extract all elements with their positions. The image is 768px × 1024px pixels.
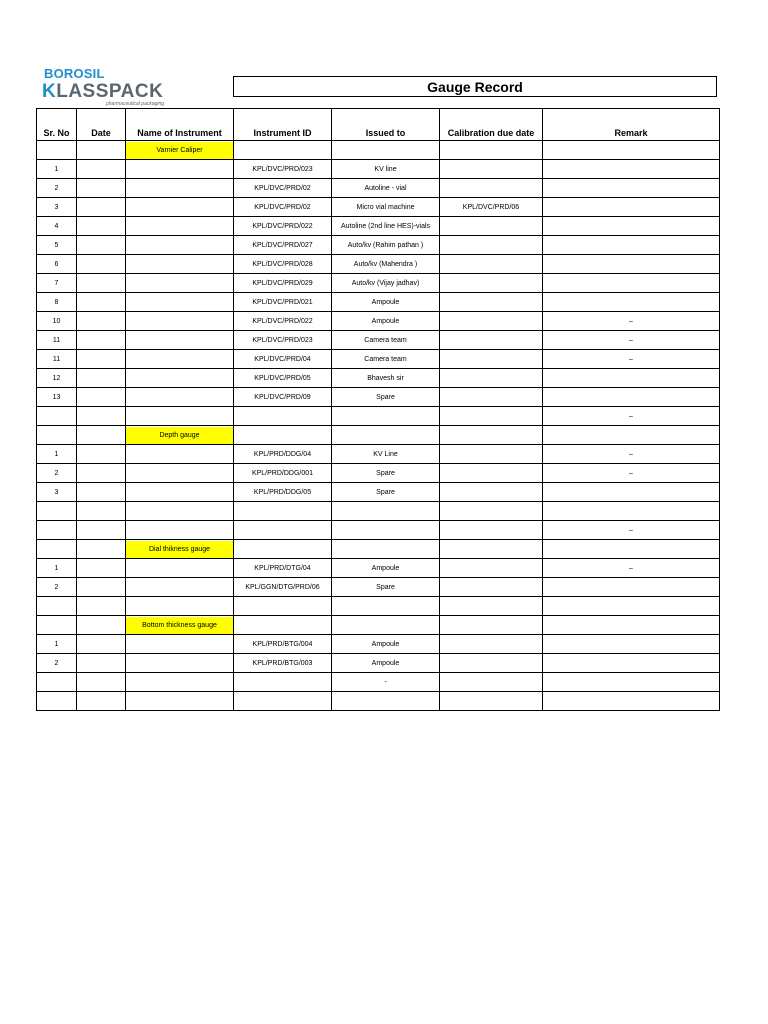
sr-no-cell: 6 bbox=[37, 255, 77, 274]
sr-no-cell: 1 bbox=[37, 559, 77, 578]
date-cell bbox=[77, 540, 126, 559]
table-row bbox=[37, 331, 720, 350]
sr-no-cell bbox=[37, 616, 77, 635]
remark-cell bbox=[543, 274, 720, 293]
calibration-due-cell bbox=[440, 217, 543, 236]
remark-cell bbox=[543, 426, 720, 445]
date-cell bbox=[77, 692, 126, 711]
issued-to-cell: KV Line bbox=[332, 445, 440, 464]
instrument-name-cell bbox=[126, 673, 234, 692]
issued-to-cell bbox=[332, 407, 440, 426]
remark-cell bbox=[543, 673, 720, 692]
instrument-name-cell bbox=[126, 407, 234, 426]
instrument-id-cell bbox=[234, 673, 332, 692]
instrument-id-cell: KPL/DVC/PRD/02 bbox=[234, 198, 332, 217]
sr-no-cell: 10 bbox=[37, 312, 77, 331]
table-row bbox=[37, 578, 720, 597]
remark-cell bbox=[543, 540, 720, 559]
sr-no-cell: 3 bbox=[37, 198, 77, 217]
calibration-due-cell bbox=[440, 692, 543, 711]
sr-no-cell bbox=[37, 597, 77, 616]
column-header-name-of-instrument: Name of Instrument bbox=[126, 109, 234, 141]
issued-to-cell bbox=[332, 540, 440, 559]
calibration-due-cell bbox=[440, 578, 543, 597]
date-cell bbox=[77, 445, 126, 464]
date-cell bbox=[77, 635, 126, 654]
instrument-id-cell: KPL/PRD/BTG/004 bbox=[234, 635, 332, 654]
issued-to-cell: Auto/kv (Vijay jadhav) bbox=[332, 274, 440, 293]
section-label: Depth gauge bbox=[126, 427, 233, 444]
table-row bbox=[37, 654, 720, 673]
date-cell bbox=[77, 255, 126, 274]
calibration-due-cell bbox=[440, 407, 543, 426]
instrument-name-cell bbox=[126, 464, 234, 483]
instrument-id-cell bbox=[234, 502, 332, 521]
remark-cell bbox=[543, 198, 720, 217]
calibration-due-cell bbox=[440, 597, 543, 616]
instrument-id-cell bbox=[234, 616, 332, 635]
instrument-name-cell bbox=[126, 141, 234, 160]
date-cell bbox=[77, 426, 126, 445]
table-row bbox=[37, 217, 720, 236]
instrument-name-cell bbox=[126, 426, 234, 445]
remark-cell: – bbox=[543, 445, 720, 464]
instrument-id-cell: KPL/GGN/DTG/PRD/06 bbox=[234, 578, 332, 597]
logo-tagline: pharmaceutical packaging bbox=[106, 101, 165, 107]
table-row bbox=[37, 521, 720, 540]
instrument-name-cell bbox=[126, 331, 234, 350]
remark-cell bbox=[543, 483, 720, 502]
calibration-due-cell bbox=[440, 559, 543, 578]
issued-to-cell: Ampoule bbox=[332, 293, 440, 312]
table-row bbox=[37, 673, 720, 692]
issued-to-cell: Spare bbox=[332, 464, 440, 483]
calibration-due-cell bbox=[440, 540, 543, 559]
section-label: Varnier Caliper bbox=[126, 142, 233, 159]
instrument-name-cell bbox=[126, 597, 234, 616]
instrument-name-cell bbox=[126, 388, 234, 407]
calibration-due-cell bbox=[440, 350, 543, 369]
issued-to-cell: Ampoule bbox=[332, 559, 440, 578]
instrument-name-cell bbox=[126, 559, 234, 578]
issued-to-cell: Ampoule bbox=[332, 635, 440, 654]
calibration-due-cell bbox=[440, 312, 543, 331]
instrument-id-cell: KPL/PRD/DDG/001 bbox=[234, 464, 332, 483]
instrument-id-cell bbox=[234, 141, 332, 160]
instrument-id-cell bbox=[234, 540, 332, 559]
issued-to-cell: Bhavesh sir bbox=[332, 369, 440, 388]
instrument-name-cell bbox=[126, 502, 234, 521]
remark-cell: – bbox=[543, 331, 720, 350]
issued-to-cell: - bbox=[332, 673, 440, 692]
instrument-name-cell bbox=[126, 654, 234, 673]
instrument-id-cell: KPL/PRD/BTG/003 bbox=[234, 654, 332, 673]
instrument-id-cell: KPL/DVC/PRD/021 bbox=[234, 293, 332, 312]
calibration-due-cell bbox=[440, 673, 543, 692]
date-cell bbox=[77, 654, 126, 673]
date-cell bbox=[77, 312, 126, 331]
instrument-id-cell: KPL/DVC/PRD/029 bbox=[234, 274, 332, 293]
section-label: Dial thikness gauge bbox=[126, 541, 233, 558]
date-cell bbox=[77, 350, 126, 369]
instrument-name-cell bbox=[126, 312, 234, 331]
instrument-name-cell bbox=[126, 483, 234, 502]
table-row bbox=[37, 559, 720, 578]
remark-cell bbox=[543, 217, 720, 236]
instrument-id-cell: KPL/PRD/DDG/05 bbox=[234, 483, 332, 502]
remark-cell: – bbox=[543, 407, 720, 426]
calibration-due-cell bbox=[440, 502, 543, 521]
date-cell bbox=[77, 331, 126, 350]
instrument-id-cell: KPL/DVC/PRD/05 bbox=[234, 369, 332, 388]
section-header-row bbox=[37, 141, 720, 160]
instrument-id-cell bbox=[234, 407, 332, 426]
remark-cell bbox=[543, 635, 720, 654]
sr-no-cell: 1 bbox=[37, 445, 77, 464]
sr-no-cell bbox=[37, 502, 77, 521]
sr-no-cell: 11 bbox=[37, 331, 77, 350]
remark-cell bbox=[543, 293, 720, 312]
sr-no-cell: 2 bbox=[37, 179, 77, 198]
remark-cell bbox=[543, 616, 720, 635]
remark-cell bbox=[543, 141, 720, 160]
calibration-due-cell bbox=[440, 616, 543, 635]
sr-no-cell: 2 bbox=[37, 464, 77, 483]
table-row bbox=[37, 274, 720, 293]
calibration-due-cell bbox=[440, 331, 543, 350]
remark-cell bbox=[543, 654, 720, 673]
date-cell bbox=[77, 388, 126, 407]
instrument-id-cell: KPL/DVC/PRD/09 bbox=[234, 388, 332, 407]
calibration-due-cell bbox=[440, 369, 543, 388]
instrument-name-cell bbox=[126, 236, 234, 255]
logo-product: KLASSPACK bbox=[42, 81, 164, 102]
sr-no-cell bbox=[37, 141, 77, 160]
table-row bbox=[37, 312, 720, 331]
instrument-id-cell: KPL/PRD/DTG/04 bbox=[234, 559, 332, 578]
instrument-id-cell: KPL/PRD/DDG/04 bbox=[234, 445, 332, 464]
calibration-due-cell bbox=[440, 654, 543, 673]
remark-cell: – bbox=[543, 559, 720, 578]
sr-no-cell: 7 bbox=[37, 274, 77, 293]
issued-to-cell: Autoline (2nd line HES)-vials bbox=[332, 217, 440, 236]
sr-no-cell: 4 bbox=[37, 217, 77, 236]
calibration-due-cell bbox=[440, 464, 543, 483]
instrument-name-cell bbox=[126, 521, 234, 540]
date-cell bbox=[77, 160, 126, 179]
sr-no-cell: 3 bbox=[37, 483, 77, 502]
sr-no-cell: 12 bbox=[37, 369, 77, 388]
instrument-name-cell bbox=[126, 255, 234, 274]
issued-to-cell bbox=[332, 426, 440, 445]
remark-cell bbox=[543, 179, 720, 198]
remark-cell bbox=[543, 597, 720, 616]
issued-to-cell bbox=[332, 616, 440, 635]
sr-no-cell: 2 bbox=[37, 654, 77, 673]
issued-to-cell bbox=[332, 502, 440, 521]
table-row bbox=[37, 502, 720, 521]
section-header-row bbox=[37, 426, 720, 445]
issued-to-cell bbox=[332, 141, 440, 160]
issued-to-cell: Auto/kv (Rahim pathan ) bbox=[332, 236, 440, 255]
sr-no-cell bbox=[37, 673, 77, 692]
column-header-sr-no: Sr. No bbox=[37, 109, 77, 141]
date-cell bbox=[77, 407, 126, 426]
date-cell bbox=[77, 179, 126, 198]
table-row bbox=[37, 160, 720, 179]
table-row bbox=[37, 635, 720, 654]
section-header-row bbox=[37, 540, 720, 559]
table-row bbox=[37, 350, 720, 369]
instrument-id-cell bbox=[234, 597, 332, 616]
sr-no-cell: 2 bbox=[37, 578, 77, 597]
column-header-remark: Remark bbox=[543, 109, 720, 141]
date-cell bbox=[77, 502, 126, 521]
date-cell bbox=[77, 217, 126, 236]
remark-cell: – bbox=[543, 312, 720, 331]
instrument-id-cell: KPL/DVC/PRD/04 bbox=[234, 350, 332, 369]
table-row bbox=[37, 255, 720, 274]
date-cell bbox=[77, 198, 126, 217]
column-header-issued-to: Issued to bbox=[332, 109, 440, 141]
sr-no-cell bbox=[37, 407, 77, 426]
remark-cell: – bbox=[543, 464, 720, 483]
date-cell bbox=[77, 464, 126, 483]
column-header-calibration-due-date: Calibration due date bbox=[440, 109, 543, 141]
table-row bbox=[37, 483, 720, 502]
sr-no-cell bbox=[37, 692, 77, 711]
issued-to-cell: Spare bbox=[332, 483, 440, 502]
sr-no-cell bbox=[37, 426, 77, 445]
remark-cell bbox=[543, 369, 720, 388]
logo-brand: BOROSIL bbox=[44, 66, 105, 81]
remark-cell bbox=[543, 692, 720, 711]
issued-to-cell: Camera team bbox=[332, 350, 440, 369]
remark-cell bbox=[543, 236, 720, 255]
sr-no-cell bbox=[37, 521, 77, 540]
gauge-record-table bbox=[36, 108, 720, 711]
calibration-due-cell: KPL/DVC/PRD/06 bbox=[440, 198, 543, 217]
date-cell bbox=[77, 559, 126, 578]
calibration-due-cell bbox=[440, 236, 543, 255]
issued-to-cell: KV line bbox=[332, 160, 440, 179]
instrument-name-cell bbox=[126, 274, 234, 293]
date-cell bbox=[77, 578, 126, 597]
instrument-id-cell bbox=[234, 692, 332, 711]
calibration-due-cell bbox=[440, 388, 543, 407]
remark-cell bbox=[543, 255, 720, 274]
instrument-name-cell bbox=[126, 198, 234, 217]
sr-no-cell: 1 bbox=[37, 160, 77, 179]
instrument-name-cell bbox=[126, 179, 234, 198]
instrument-name-cell bbox=[126, 616, 234, 635]
calibration-due-cell bbox=[440, 160, 543, 179]
instrument-name-cell bbox=[126, 445, 234, 464]
table-row bbox=[37, 692, 720, 711]
date-cell bbox=[77, 293, 126, 312]
instrument-name-cell bbox=[126, 350, 234, 369]
issued-to-cell: Spare bbox=[332, 578, 440, 597]
instrument-id-cell: KPL/DVC/PRD/022 bbox=[234, 312, 332, 331]
issued-to-cell: Autoline - vial bbox=[332, 179, 440, 198]
calibration-due-cell bbox=[440, 179, 543, 198]
table-row bbox=[37, 198, 720, 217]
sr-no-cell: 8 bbox=[37, 293, 77, 312]
instrument-name-cell bbox=[126, 160, 234, 179]
calibration-due-cell bbox=[440, 483, 543, 502]
remark-cell bbox=[543, 502, 720, 521]
instrument-name-cell bbox=[126, 369, 234, 388]
instrument-id-cell: KPL/DVC/PRD/028 bbox=[234, 255, 332, 274]
table-row bbox=[37, 179, 720, 198]
instrument-id-cell: KPL/DVC/PRD/023 bbox=[234, 160, 332, 179]
remark-cell bbox=[543, 388, 720, 407]
table-row bbox=[37, 388, 720, 407]
table-row bbox=[37, 407, 720, 426]
calibration-due-cell bbox=[440, 255, 543, 274]
instrument-id-cell bbox=[234, 521, 332, 540]
column-header-date: Date bbox=[77, 109, 126, 141]
instrument-name-cell bbox=[126, 692, 234, 711]
sr-no-cell: 1 bbox=[37, 635, 77, 654]
calibration-due-cell bbox=[440, 293, 543, 312]
date-cell bbox=[77, 274, 126, 293]
date-cell bbox=[77, 141, 126, 160]
remark-cell: – bbox=[543, 350, 720, 369]
column-header-instrument-id: Instrument ID bbox=[234, 109, 332, 141]
calibration-due-cell bbox=[440, 426, 543, 445]
issued-to-cell bbox=[332, 521, 440, 540]
date-cell bbox=[77, 597, 126, 616]
table-body bbox=[37, 141, 720, 711]
remark-cell: – bbox=[543, 521, 720, 540]
calibration-due-cell bbox=[440, 141, 543, 160]
issued-to-cell: Ampoule bbox=[332, 312, 440, 331]
issued-to-cell: Micro vial machine bbox=[332, 198, 440, 217]
table-row bbox=[37, 597, 720, 616]
date-cell bbox=[77, 236, 126, 255]
table-row bbox=[37, 293, 720, 312]
calibration-due-cell bbox=[440, 521, 543, 540]
table-row bbox=[37, 445, 720, 464]
instrument-name-cell bbox=[126, 540, 234, 559]
sr-no-cell bbox=[37, 540, 77, 559]
instrument-name-cell bbox=[126, 217, 234, 236]
sr-no-cell: 13 bbox=[37, 388, 77, 407]
instrument-name-cell bbox=[126, 293, 234, 312]
page-title: Gauge Record bbox=[233, 76, 717, 97]
instrument-id-cell: KPL/DVC/PRD/02 bbox=[234, 179, 332, 198]
remark-cell bbox=[543, 160, 720, 179]
issued-to-cell: Auto/kv (Mahendra ) bbox=[332, 255, 440, 274]
instrument-id-cell: KPL/DVC/PRD/023 bbox=[234, 331, 332, 350]
remark-cell bbox=[543, 578, 720, 597]
instrument-name-cell bbox=[126, 635, 234, 654]
calibration-due-cell bbox=[440, 445, 543, 464]
instrument-name-cell bbox=[126, 578, 234, 597]
section-header-row bbox=[37, 616, 720, 635]
company-logo bbox=[42, 66, 172, 108]
issued-to-cell bbox=[332, 692, 440, 711]
issued-to-cell: Camera team bbox=[332, 331, 440, 350]
issued-to-cell: Ampoule bbox=[332, 654, 440, 673]
issued-to-cell bbox=[332, 597, 440, 616]
table-header-row bbox=[37, 109, 720, 141]
date-cell bbox=[77, 673, 126, 692]
instrument-id-cell: KPL/DVC/PRD/022 bbox=[234, 217, 332, 236]
table-row bbox=[37, 236, 720, 255]
date-cell bbox=[77, 616, 126, 635]
instrument-id-cell bbox=[234, 426, 332, 445]
table-row bbox=[37, 464, 720, 483]
instrument-id-cell: KPL/DVC/PRD/027 bbox=[234, 236, 332, 255]
section-label: Bottom thickness gauge bbox=[126, 617, 233, 634]
date-cell bbox=[77, 483, 126, 502]
calibration-due-cell bbox=[440, 635, 543, 654]
issued-to-cell: Spare bbox=[332, 388, 440, 407]
calibration-due-cell bbox=[440, 274, 543, 293]
sr-no-cell: 5 bbox=[37, 236, 77, 255]
sr-no-cell: 11 bbox=[37, 350, 77, 369]
table-row bbox=[37, 369, 720, 388]
date-cell bbox=[77, 521, 126, 540]
date-cell bbox=[77, 369, 126, 388]
